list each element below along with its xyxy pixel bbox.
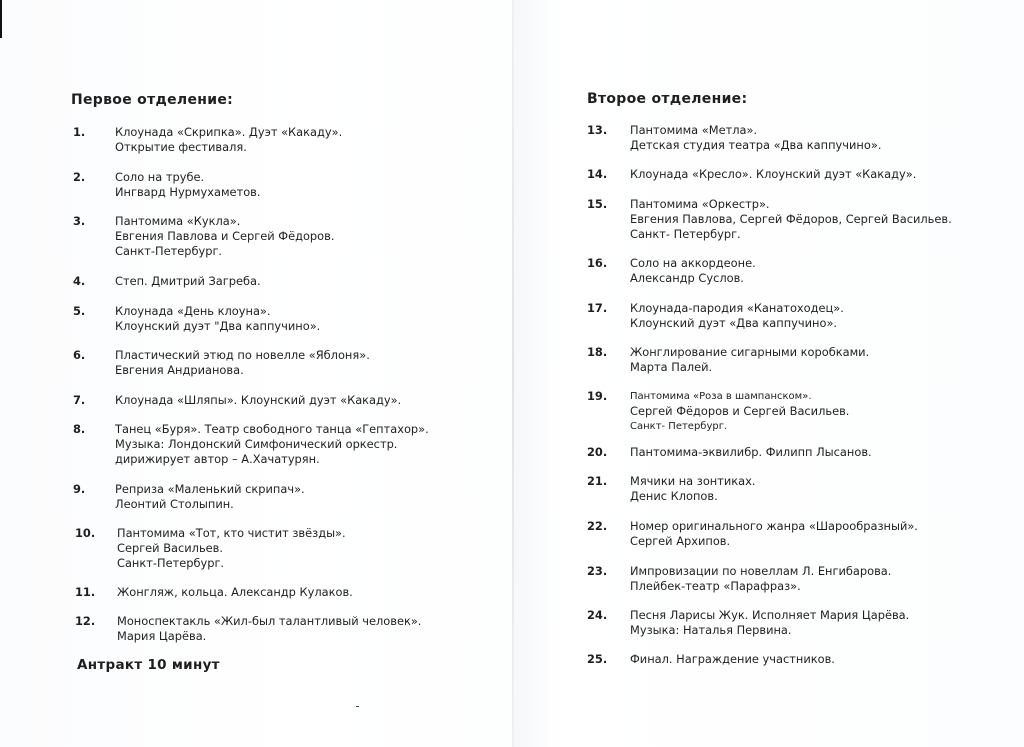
item-line: Евгения Павлова и Сергей Фёдоров. (115, 229, 335, 243)
item-line: Марта Палей. (630, 360, 713, 374)
item-line: Евгения Андрианова. (115, 363, 244, 377)
item-number: 23. (587, 564, 608, 578)
item-line: Леонтий Столыпин. (115, 497, 234, 511)
item-line: Клоунский дуэт «Два каппучино». (630, 316, 838, 330)
item-line: Клоунада «День клоуна». (115, 304, 271, 318)
item-number: 16. (587, 256, 608, 270)
item-number: 2. (73, 170, 86, 184)
item-line: Номер оригинального жанра «Шарообразный». (630, 519, 918, 533)
item-line: Сергей Фёдоров и Сергей Васильев. (630, 404, 850, 418)
item-number: 9. (73, 482, 86, 496)
item-line: Плейбек-театр «Парафраз». (630, 579, 801, 593)
intermission-label: Антракт 10 минут (77, 657, 220, 673)
item-number: 20. (587, 445, 608, 459)
item-number: 13. (587, 123, 608, 137)
item-line: дирижирует автор – А.Хачатурян. (115, 452, 320, 466)
item-line: Санкт-Петербург. (115, 244, 223, 258)
second-part-heading: Второе отделение: (587, 91, 748, 107)
item-line: Пантомима «Тот, кто чистит звёзды». (117, 526, 346, 540)
first-part-heading: Первое отделение: (71, 92, 234, 108)
item-line: Степ. Дмитрий Загреба. (115, 274, 261, 288)
item-number: 14. (587, 167, 608, 181)
item-line: Пантомима «Метла». (630, 123, 758, 137)
item-line: Финал. Награждение участников. (630, 652, 835, 666)
item-line: Пантомима «Оркестр». (630, 197, 770, 211)
item-line: Денис Клопов. (630, 489, 718, 503)
item-number: 18. (587, 345, 608, 359)
item-number: 25. (587, 652, 608, 666)
item-line: Жонглирование сигарными коробками. (630, 345, 870, 359)
item-line: Пантомима-эквилибр. Филипп Лысанов. (630, 445, 872, 459)
paper-speck (356, 706, 359, 707)
item-line: Сергей Васильев. (117, 541, 224, 555)
item-line: Ингвард Нурмухаметов. (115, 185, 261, 199)
item-line: Моноспектакль «Жил-был талантливый человек». (117, 614, 422, 628)
item-number: 10. (75, 526, 96, 540)
item-line: Евгения Павлова, Сергей Фёдоров, Сергей Васильев. (630, 212, 952, 226)
item-number: 21. (587, 474, 608, 488)
item-line: Санкт- Петербург. (630, 421, 728, 432)
item-line: Реприза «Маленький скрипач». (115, 482, 305, 496)
item-line: Клоунада «Скрипка». Дуэт «Какаду». (115, 125, 343, 139)
item-line: Санкт-Петербург. (117, 556, 225, 570)
item-line: Клоунада «Шляпы». Клоунский дуэт «Какаду». (115, 393, 402, 407)
item-line: Соло на аккордеоне. (630, 256, 756, 270)
item-line: Сергей Архипов. (630, 534, 731, 548)
item-number: 11. (75, 585, 96, 599)
item-line: Танец «Буря». Театр свободного танца «Гептахор». (115, 422, 429, 436)
item-line: Пантомима «Роза в шампанском». (630, 391, 812, 402)
item-line: Музыка: Лондонский Симфонический оркестр. (115, 437, 398, 451)
item-line: Импровизации по новеллам Л. Енгибарова. (630, 564, 892, 578)
item-line: Жонгляж, кольца. Александр Кулаков. (117, 585, 353, 599)
item-line: Клоунада «Кресло». Клоунский дуэт «Какаду». (630, 167, 917, 181)
item-number: 3. (73, 214, 86, 228)
item-line: Детская студия театра «Два каппучино». (630, 138, 882, 152)
item-number: 19. (587, 389, 608, 403)
item-number: 7. (73, 393, 86, 407)
item-number: 12. (75, 614, 96, 628)
item-line: Санкт- Петербург. (630, 227, 741, 241)
item-number: 1. (73, 125, 86, 139)
item-number: 5. (73, 304, 86, 318)
item-line: Пантомима «Кукла». (115, 214, 241, 228)
item-line: Пластический этюд по новелле «Яблоня». (115, 348, 370, 362)
item-number: 24. (587, 608, 608, 622)
item-number: 6. (73, 348, 86, 362)
item-number: 17. (587, 301, 608, 315)
item-line: Мария Царёва. (117, 629, 207, 643)
item-number: 22. (587, 519, 608, 533)
item-line: Соло на трубе. (115, 170, 205, 184)
page-fold (512, 0, 514, 747)
item-number: 4. (73, 274, 86, 288)
item-line: Александр Суслов. (630, 271, 744, 285)
item-line: Клоунада-пародия «Канатоходец». (630, 301, 844, 315)
scan-edge-mark (0, 0, 2, 38)
item-line: Клоунский дуэт "Два каппучино». (115, 319, 321, 333)
item-number: 15. (587, 197, 608, 211)
item-number: 8. (73, 422, 86, 436)
item-line: Музыка: Наталья Первина. (630, 623, 792, 637)
item-line: Открытие фестиваля. (115, 140, 247, 154)
item-line: Песня Ларисы Жук. Исполняет Мария Царёва. (630, 608, 910, 622)
item-line: Мячики на зонтиках. (630, 474, 756, 488)
